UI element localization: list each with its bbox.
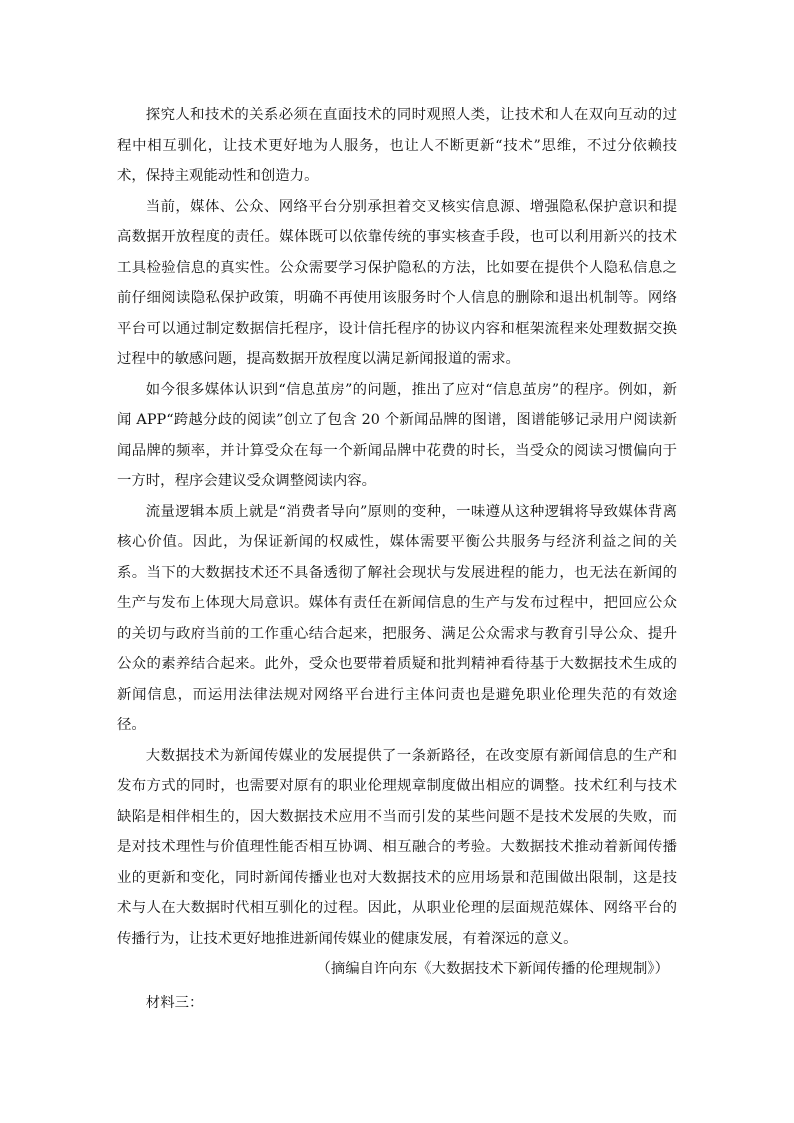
paragraph-5: 大数据技术为新闻传媒业的发展提供了一条新路径，在改变原有新闻信息的生产和发布方式的同时，也需要对原有的职业伦理规章制度做出相应的调整。技术红利与技术缺陷是相伴相生的，因大数据技术应用不当而引发的某些问题不是技术发展的失败，而是对技术理性与价值理性能否相互协调、相互融合的考验。大数据技术推动着新闻传播业的更新和变化，同时新闻传播业也对大数据技术的应用场景和范围做出限制，这是技术与人在大数据时代相互驯化的过程。因此，从职业伦理的层面规范媒体、网络平台的传播行为，让技术更好地推进新闻传媒业的健康发展，有着深远的意义。 — [117, 747, 677, 947]
source-citation: （摘编自许向东《大数据技术下新闻传播的伦理规制》） — [316, 961, 669, 977]
paragraph-3: 如今很多媒体认识到“信息茧房”的问题，推出了应对“信息茧房”的程序。例如，新闻 APP“跨越分歧的阅读”创立了包含 20 个新闻品牌的图谱，图谱能够记录用户阅读新闻品牌的频率，并计算受众在每一个新闻品牌中花费的时长，当受众的阅读习惯偏向于一方时，程序会建议受众调整阅读内容。 — [117, 381, 677, 489]
paragraph-1: 探究人和技术的关系必须在直面技术的同时观照人类，让技术和人在双向互动的过程中相互驯化，让技术更好地为人服务，也让人不断更新“技术”思维，不过分依赖技术，保持主观能动性和创造力。 — [117, 107, 677, 184]
paragraph-2: 当前，媒体、公众、网络平台分别承担着交叉核实信息源、增强隐私保护意识和提高数据开放程度的责任。媒体既可以依靠传统的事实核查手段，也可以利用新兴的技术工具检验信息的真实性。公众需要学习保护隐私的方法，比如要在提供个人隐私信息之前仔细阅读隐私保护政策，明确不再使用该服务时个人信息的删除和退出机制等。网络平台可以通过制定数据信托程序，设计信托程序的协议内容和框架流程来处理数据交换过程中的敏感问题，提高数据开放程度以满足新闻报道的需求。 — [117, 198, 677, 367]
paragraph-4: 流量逻辑本质上就是“消费者导向”原则的变种，一味遵从这种逻辑将导致媒体背离核心价值。因此，为保证新闻的权威性，媒体需要平衡公共服务与经济利益之间的关系。当下的大数据技术还不具备透彻了解社会现状与发展进程的能力，也无法在新闻的生产与发布上体现大局意识。媒体有责任在新闻信息的生产与发布过程中，把回应公众的关切与政府当前的工作重心结合起来，把服务、满足公众需求与教育引导公众、提升公众的素养结合起来。此外，受众也要带着质疑和批判精神看待基于大数据技术生成的新闻信息，而运用法律法规对网络平台进行主体问责也是避免职业伦理失范的有效途径。 — [117, 503, 677, 733]
document-page — [117, 100, 677, 1018]
section-label: 材料三： — [145, 994, 204, 1011]
